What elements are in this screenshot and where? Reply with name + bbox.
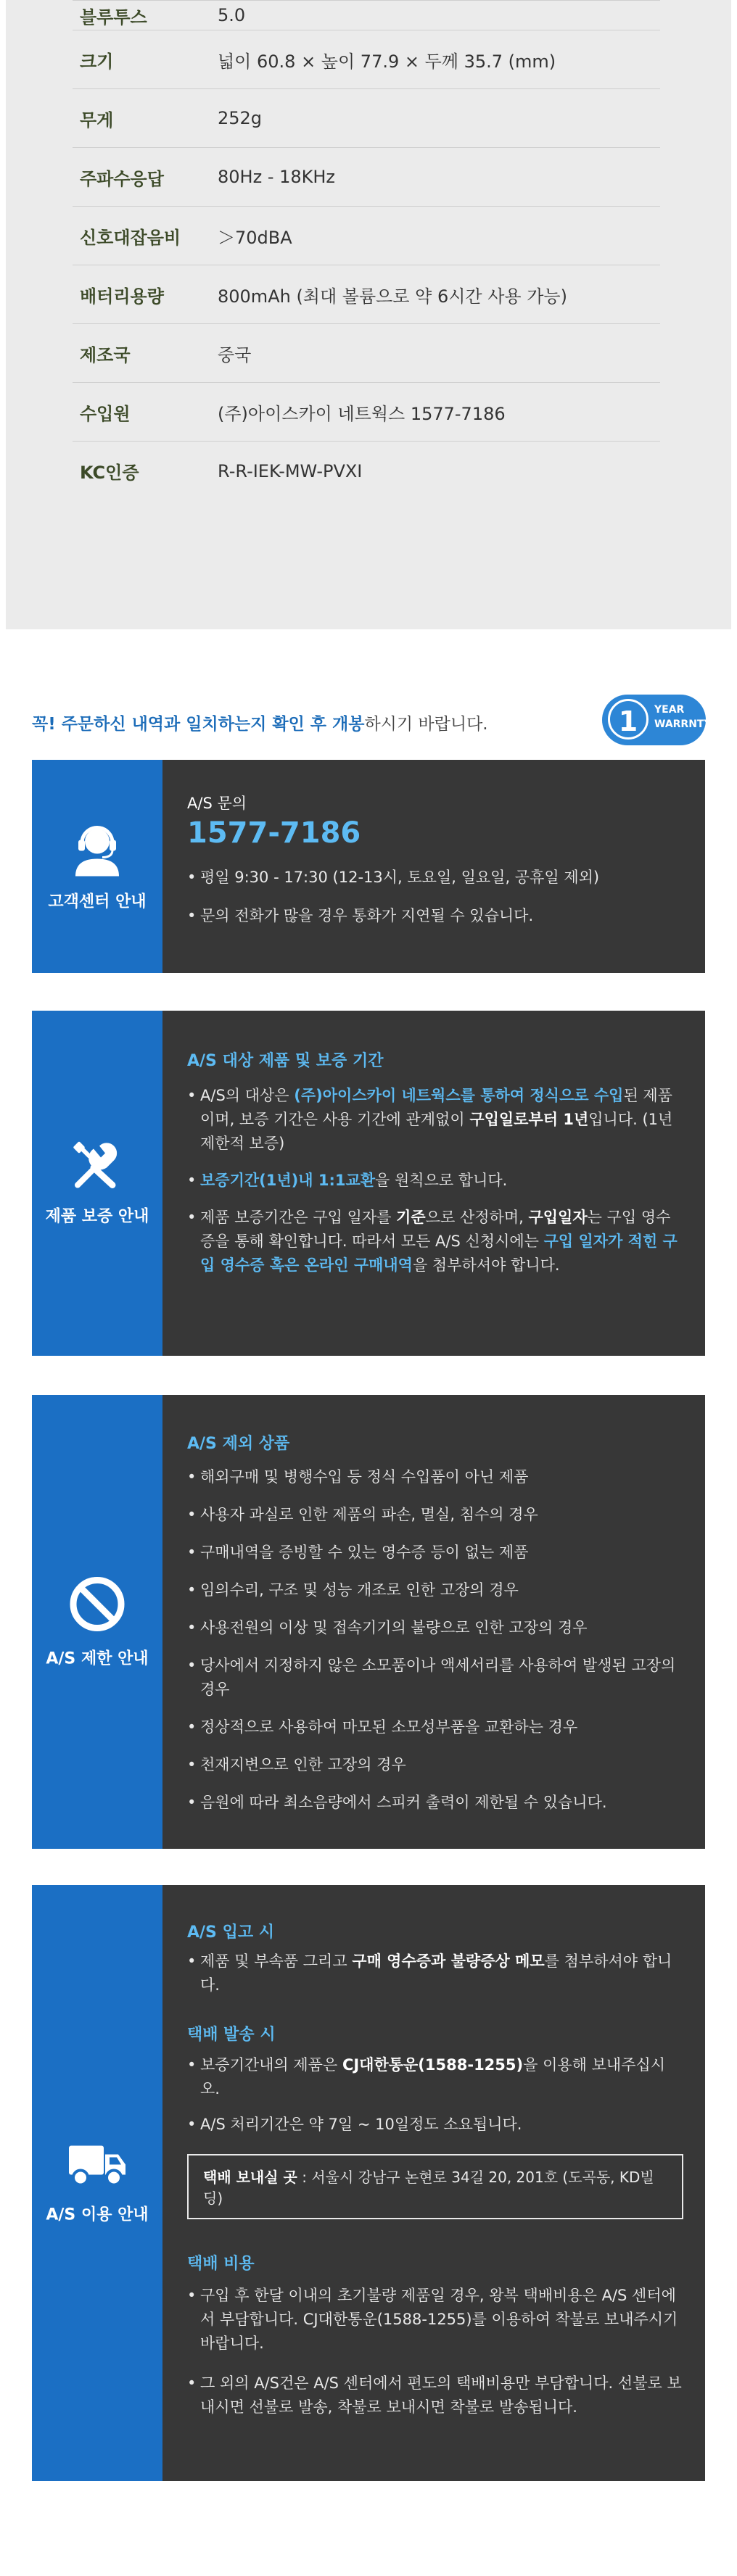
- restriction-title: A/S 제한 안내: [46, 1649, 149, 1668]
- list-item: • 임의수리, 구조 및 성능 개조로 인한 고장의 경우: [187, 1578, 683, 1602]
- list-item: • 정상적으로 사용하여 마모된 소모성부품을 교환하는 경우: [187, 1715, 683, 1739]
- spec-label: 무게: [80, 109, 114, 131]
- warranty-badge-icon: [602, 695, 712, 745]
- spec-value: 넓이 60.8 × 높이 77.9 × 두께 35.7 (mm): [218, 51, 556, 72]
- spec-value: 800mAh (최대 볼륨으로 약 6시간 사용 가능): [218, 286, 567, 307]
- list-item: • A/S의 대상은 (주)아이스카이 네트웍스를 통하여 정식으로 수입된 제품이며, 보증 기간은 사용 기간에 관계없이 구입일로부터 1년입니다. (1년 제한적 보증): [187, 1084, 683, 1156]
- spec-value: (주)아이스카이 네트웍스 1577-7186: [218, 403, 506, 424]
- shipping-address-label: 택배 보내실 곳: [203, 2169, 297, 2186]
- spec-value: 중국: [218, 344, 252, 365]
- spec-table: [73, 5, 660, 500]
- spec-value: 5.0: [218, 5, 246, 25]
- list-item: • 해외구매 및 병행수입 등 정식 수입품이 아닌 제품: [187, 1465, 683, 1489]
- tools-icon: [72, 1140, 123, 1191]
- notice-highlight: 꼭! 주문하신 내역과 일치하는지 확인 후 개봉: [32, 715, 365, 734]
- list-item: • 당사에서 지정하지 않은 소모품이나 액세서리를 사용하여 발생된 고장의 경우: [187, 1654, 683, 1702]
- list-item: • 그 외의 A/S건은 A/S 센터에서 편도의 택배비용만 부담합니다. 선불로 보내시면 선불로 발송, 착불로 보내시면 착불로 발송됩니다.: [187, 2372, 683, 2419]
- delivery-truck-icon: [66, 2142, 128, 2190]
- warranty-title: 제품 보증 안내: [45, 1207, 149, 1226]
- spec-row: [73, 442, 660, 500]
- as-phone-number: 1577-7186: [187, 816, 361, 850]
- list-item: • 구입 후 한달 이내의 초기불량 제품일 경우, 왕복 택배비용은 A/S 센터에서 부담합니다. CJ대한통운(1588-1255)를 이용하여 착불로 보내주시기 바랍니다.: [187, 2284, 683, 2356]
- spec-label: 수입원: [80, 403, 131, 424]
- spec-label: 제조국: [80, 344, 131, 365]
- restriction-side: [32, 1395, 162, 1849]
- customer-center-title: 고객센터 안내: [48, 893, 147, 911]
- spec-row: [73, 148, 660, 207]
- usage-title: A/S 이용 안내: [46, 2206, 149, 2224]
- as-intake-heading: A/S 입고 시: [187, 1923, 274, 1942]
- customer-center-side: [32, 760, 162, 973]
- spec-label: 배터리용량: [80, 286, 164, 307]
- headset-agent-icon: [72, 821, 123, 877]
- shipping-cost-heading: 택배 비용: [187, 2255, 255, 2273]
- shipping-address: : 서울시 강남구 논현로 34길 20, 201호 (도곡동, KD빌딩): [203, 2169, 654, 2207]
- list-item: • 구매내역을 증빙할 수 있는 영수증 등이 없는 제품: [187, 1541, 683, 1565]
- shipping-heading: 택배 발송 시: [187, 2026, 276, 2044]
- spec-value: R-R-IEK-MW-PVXI: [218, 460, 363, 481]
- spec-panel: [6, 0, 731, 629]
- prohibited-icon: [68, 1575, 126, 1633]
- customer-center-section: [32, 760, 705, 973]
- notice-rest: 하시기 바랍니다.: [364, 715, 488, 734]
- list-item: • 사용자 과실로 인한 제품의 파손, 멸실, 침수의 경우: [187, 1503, 683, 1527]
- spec-value: ＞70dBA: [218, 227, 292, 248]
- as-inquiry-label: A/S 문의: [187, 795, 247, 812]
- list-item: • 천재지변으로 인한 고장의 경우: [187, 1753, 683, 1777]
- spec-value: 252g: [218, 108, 263, 128]
- usage-side: [32, 1885, 162, 2481]
- warranty-side: [32, 1011, 162, 1356]
- list-item: • 보증기간내의 제품은 CJ대한통운(1588-1255)을 이용해 보내주십시오.: [187, 2053, 683, 2101]
- as-restriction-section: [32, 1395, 705, 1849]
- warranty-section: [32, 1011, 705, 1356]
- list-item: • 보증기간(1년)내 1:1교환을 원칙으로 합니다.: [187, 1169, 683, 1193]
- warranty-badge-number: 1: [608, 699, 649, 740]
- unboxing-notice: [32, 711, 488, 734]
- spec-label: 신호대잡음비: [80, 227, 181, 248]
- spec-row: [73, 0, 660, 30]
- list-item: • A/S 처리기간은 약 7일 ~ 10일정도 소요됩니다.: [187, 2113, 683, 2137]
- spec-row: [73, 324, 660, 383]
- list-item: • 문의 전화가 많을 경우 통화가 지연될 수 있습니다.: [187, 904, 683, 928]
- spec-label: 주파수응답: [80, 168, 164, 189]
- list-item: • 평일 9:30 - 17:30 (12-13시, 토요일, 일요일, 공휴일 제외): [187, 866, 683, 890]
- list-item: • 제품 및 부속품 그리고 구매 영수증과 불량증상 메모를 첨부하셔야 합니다.: [187, 1950, 683, 1997]
- spec-label: KC인증: [80, 463, 139, 483]
- list-item: • 제품 보증기간은 구입 일자를 기준으로 산정하며, 구입일자는 구입 영수증을 통해 확인합니다. 따라서 모든 A/S 신청시에는 구입 일자가 적힌 구입 영수증 혹은 온라인 구매내역을 첨부하셔야 합니다.: [187, 1206, 683, 1277]
- spec-label: 크기: [80, 51, 114, 72]
- restriction-heading: A/S 제외 상품: [187, 1435, 290, 1453]
- list-item: • 음원에 따라 최소음량에서 스피커 출력이 제한될 수 있습니다.: [187, 1791, 683, 1815]
- shipping-address-box: [187, 2154, 683, 2219]
- spec-row: [73, 207, 660, 265]
- spec-row: [73, 30, 660, 89]
- spec-row: [73, 265, 660, 324]
- spec-row: [73, 383, 660, 442]
- warranty-badge-line1: YEAR: [654, 704, 685, 716]
- spec-row: [73, 89, 660, 148]
- as-usage-section: [32, 1885, 705, 2481]
- warranty-badge-line2: WARRNTY: [654, 718, 712, 730]
- spec-label: 블루투스: [80, 7, 147, 28]
- warranty-heading: A/S 대상 제품 및 보증 기간: [187, 1052, 384, 1070]
- list-item: • 사용전원의 이상 및 접속기기의 불량으로 인한 고장의 경우: [187, 1616, 683, 1640]
- spec-value: 80Hz - 18KHz: [218, 167, 336, 187]
